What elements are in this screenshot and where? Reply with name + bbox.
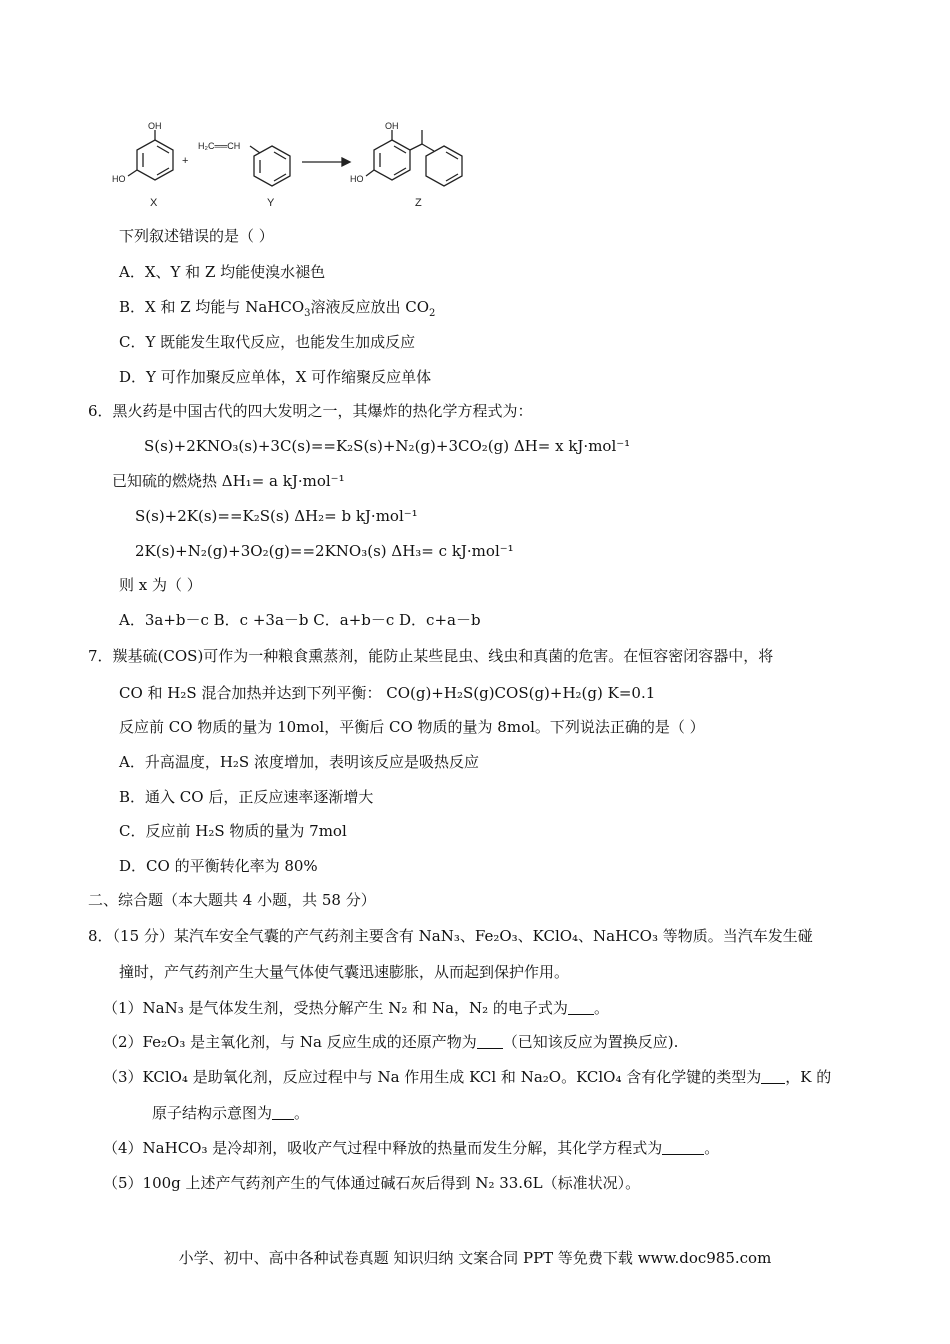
z-ho-label: HO <box>350 174 364 184</box>
answer-blank[interactable] <box>477 1034 503 1049</box>
q8-part-4: （4）NaHCO₃ 是冷却剂，吸收产气过程中释放的热量而发生分解，其化学方程式为 。 <box>103 1139 720 1157</box>
z-label: Z <box>415 197 422 209</box>
q7-question: 反应前 CO 物质的量为 10mol，平衡后 CO 物质的量为 8mol。下列说法正确的是（ ） <box>119 718 705 736</box>
answer-blank[interactable] <box>272 1105 294 1120</box>
q5-option-a: A．X、Y 和 Z 均能使溴水褪色 <box>119 263 326 281</box>
y-label: Y <box>267 197 275 209</box>
q6-equation-3: 2K(s)+N₂(g)+3O₂(g)==2KNO₃(s) ΔH₃= c kJ·mol⁻¹ <box>135 542 514 560</box>
q8-stem: 8．（15 分）某汽车安全气囊的产气药剂主要含有 NaN₃、Fe₂O₃、KClO₄、NaHCO₃ 等物质。当汽车发生碰 <box>88 927 813 945</box>
plus-sign: + <box>182 155 189 167</box>
q7-option-c: C．反应前 H₂S 物质的量为 7mol <box>119 822 347 840</box>
answer-blank[interactable] <box>662 1140 704 1155</box>
q8-part-2: （2）Fe₂O₃ 是主氧化剂，与 Na 反应生成的还原产物为 （已知该反应为置换反应). <box>103 1033 679 1051</box>
q5-option-d: D．Y 可作加聚反应单体，X 可作缩聚反应单体 <box>119 368 432 386</box>
answer-blank[interactable] <box>761 1069 785 1084</box>
q7-option-a: A．升高温度，H₂S 浓度增加，表明该反应是吸热反应 <box>119 753 479 771</box>
q7-stem: 7．羰基硫(COS)可作为一种粮食熏蒸剂，能防止某些昆虫、线虫和真菌的危害。在恒容密闭容器中，将 <box>88 647 774 665</box>
q5-option-b: B．X 和 Z 均能与 NaHCO$_3$溶液反应放出 $CO_2$ <box>119 298 436 319</box>
q8-stem-2: 撞时，产气药剂产生大量气体使气囊迅速膨胀，从而起到保护作用。 <box>119 963 570 981</box>
q8-part-5: （5）100g 上述产气药剂产生的气体通过碱石灰后得到 N₂ 33.6L（标准状况）。 <box>103 1174 641 1192</box>
x-label: X <box>150 197 158 209</box>
q7-option-d: D．CO 的平衡转化率为 80% <box>119 857 318 875</box>
q8-part-1: （1）NaN₃ 是气体发生剂，受热分解产生 N₂ 和 Na，N₂ 的电子式为 。 <box>103 999 609 1017</box>
page-footer: 小学、初中、高中各种试卷真题 知识归纳 文案合同 PPT 等免费下载 www.doc985.com <box>178 1249 772 1267</box>
reaction-scheme <box>110 118 480 213</box>
q6-equation-2: S(s)+2K(s)==K₂S(s) ΔH₂= b kJ·mol⁻¹ <box>135 507 418 525</box>
z-oh-label: OH <box>385 121 399 131</box>
q8-part-3b: 原子结构示意图为 。 <box>152 1104 310 1122</box>
q6-options: A．3a+b－c B．c +3a－b C．a+b－c D．c+a－b <box>119 611 481 629</box>
q6-ask: 则 x 为（ ） <box>119 576 202 594</box>
reaction-arrow <box>302 158 350 166</box>
molecule-x <box>128 130 173 180</box>
answer-blank[interactable] <box>568 1000 594 1015</box>
vinyl-label: H₂C══CH <box>198 141 241 151</box>
q7-equilibrium: CO 和 H₂S 混合加热并达到下列平衡： CO(g)+H₂S(g)COS(g)+H₂(g) K=0.1 <box>119 684 656 702</box>
q8-part-3: （3）KClO₄ 是助氧化剂，反应过程中与 Na 作用生成 KCl 和 Na₂O。KClO₄ 含有化学键的类型为 ，K 的 <box>103 1068 832 1086</box>
q7-option-b: B．通入 CO 后，正反应速率逐渐增大 <box>119 788 374 806</box>
q6-known: 已知硫的燃烧热 ΔH₁= a kJ·mol⁻¹ <box>112 472 345 490</box>
x-ho-label: HO <box>112 174 126 184</box>
x-oh-label: OH <box>148 121 162 131</box>
q5-stem: 下列叙述错误的是（ ） <box>119 227 274 245</box>
q6-stem: 6．黑火药是中国古代的四大发明之一，其爆炸的热化学方程式为： <box>88 402 533 420</box>
section-2-heading: 二、综合题（本大题共 4 小题，共 58 分） <box>88 891 376 909</box>
molecule-y <box>250 146 290 186</box>
q6-equation-1: S(s)+2KNO₃(s)+3C(s)==K₂S(s)+N₂(g)+3CO₂(g) ΔH= x kJ·mol⁻¹ <box>144 437 631 455</box>
molecule-z <box>366 130 462 186</box>
q5-option-c: C．Y 既能发生取代反应，也能发生加成反应 <box>119 333 416 351</box>
